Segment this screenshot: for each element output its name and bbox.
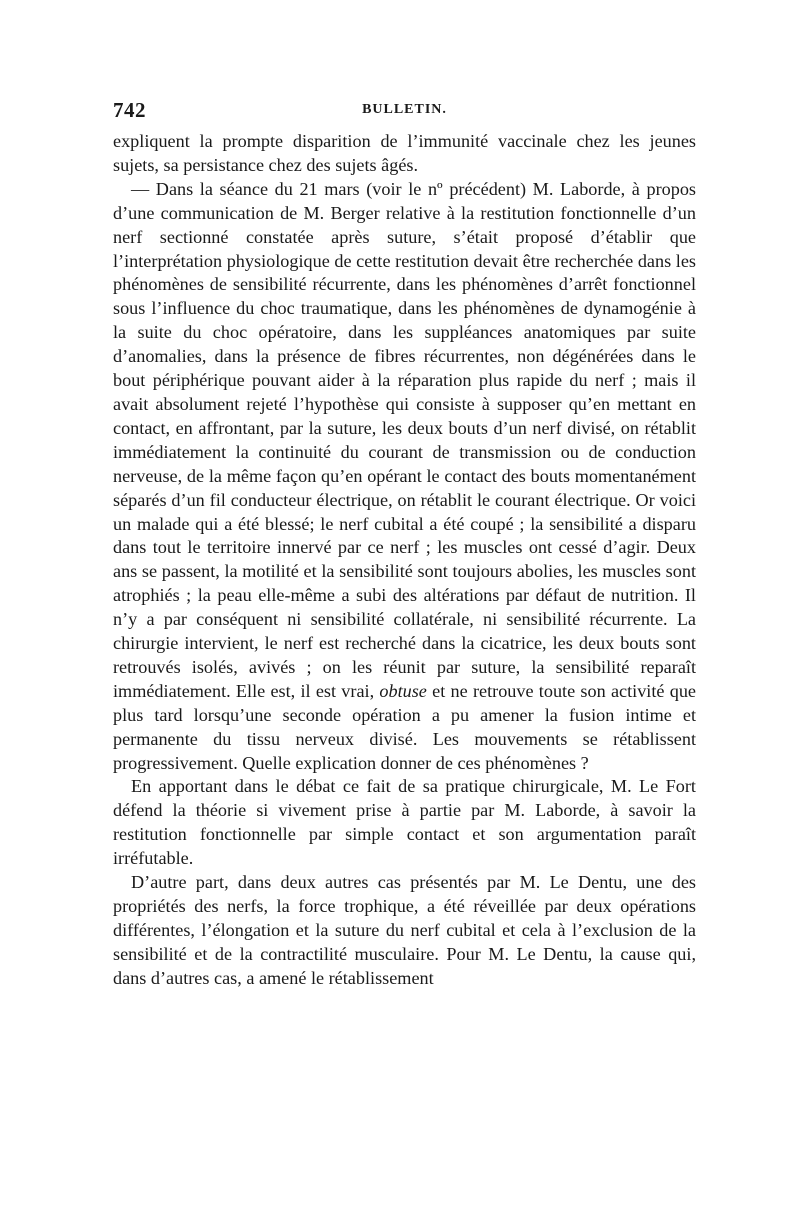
page-header: [113, 98, 696, 128]
paragraph: D’autre part, dans deux autres cas présentés par M. Le Dentu, une des propriétés des nerfs, la force trophique, a été réveillée par deux opérations différentes, l’élongation et la suture du nerf cubital et cela à l’exclusion de la sensibilité et de la contractilité musculaire. Pour M. Le Dentu, la cause qui, dans d’autres cas, a amené le rétablissement: [113, 872, 696, 988]
paragraph: expliquent la prompte disparition de l’immunité vaccinale chez les jeunes sujets, sa persistance chez des sujets âgés.: [113, 131, 696, 175]
paragraph: En apportant dans le débat ce fait de sa pratique chirurgicale, M. Le Fort défend la théorie si vivement prise à partie par M. Laborde, à savoir la restitution fonctionnelle par simple contact et son argumentation paraît irréfutable.: [113, 776, 696, 869]
emphasis-text: obtuse: [379, 680, 427, 701]
paragraph: [113, 178, 696, 776]
running-title: BULLETIN.: [362, 102, 447, 117]
body-text: [113, 130, 696, 991]
paragraph-text: — Dans la séance du 21 mars (voir le nº précédent) M. Laborde, à propos d’une communication de M. Berger relative à la restitution fonctionnelle d’un nerf sectionné constatée après suture, s’était proposé d’établir que l’interprétation physiologique de cette restitution devait être recherchée dans les phénomènes de sensibilité récurrente, dans les phénomènes d’arrêt fonctionnel sous l’influence du choc traumatique, dans les phénomènes de dynamogénie à la suite du choc opératoire, dans les suppléances anatomiques par suite d’anomalies, dans la présence de fibres récurrentes, non dégénérées dans le bout périphérique pouvant aider à la réparation plus rapide du nerf ; mais il avait absolument rejeté l’hypothèse qui consiste à supposer qu’en mettant en contact, en affrontant, par la suture, les deux bouts d’un nerf divisé, on rétablit immédiatement la continuité du courant de transmission ou de conduction nerveuse, de la même façon qu’en opérant le contact des bouts momentanément séparés d’un fil conducteur électrique, on rétablit le courant électrique. Or voici un malade qui a été blessé; le nerf cubital a été coupé ; la sensibilité a disparu dans tout le territoire innervé par ce nerf ; les muscles ont cessé d’agir. Deux ans se passent, la motilité et la sensibilité sont toujours abolies, les muscles sont atrophiés ; la peau elle-même a subi des altérations par défaut de nutrition. Il n’y a par conséquent ni sensibilité collatérale, ni sensibilité récurrente. La chirurgie intervient, le nerf est recherché dans la cicatrice, les deux bouts sont retrouvés isolés, avivés ; on les réunit par suture, la sensibilité reparaît immédiatement. Elle est, il est vrai,: [113, 178, 696, 701]
page-number: 742: [113, 98, 146, 122]
paragraph-text: et ne retrouve toute son activité que plus tard lorsqu’une seconde opération a pu amener la fusion intime et permanente du tissu nerveux divisé. Les mouvements se rétablissent progressivement. Quelle explication donner de ces phénomènes ?: [113, 680, 696, 773]
